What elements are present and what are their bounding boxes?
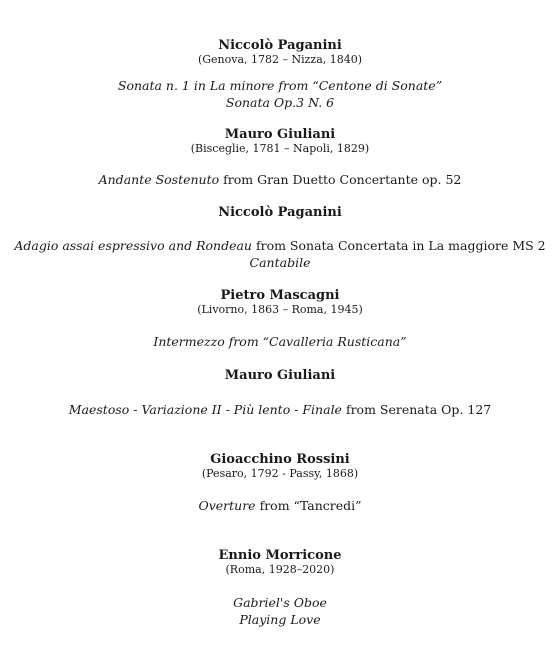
- work-segment: from Serenata Op. 127: [341, 402, 492, 417]
- composer-name: Niccolò Paganini: [218, 205, 342, 220]
- composer-name: Niccolò Paganini: [218, 38, 342, 53]
- composer-dates: (Pesaro, 1792 - Passy, 1868): [201, 467, 359, 480]
- work-segment: Cantabile: [249, 255, 311, 270]
- work-title: [0, 79, 560, 93]
- composer-name: Mauro Giuliani: [224, 127, 336, 142]
- work-title: [0, 613, 560, 627]
- work-segment: Sonata Op.3 N. 6: [225, 95, 335, 110]
- composer-dates: (Roma, 1928–2020): [225, 563, 335, 576]
- composer-dates: (Bisceglie, 1781 – Napoli, 1829): [190, 142, 370, 155]
- work-segment: Andante Sostenuto: [98, 172, 220, 187]
- composer-name: Mauro Giuliani: [224, 368, 336, 383]
- composer-name: Ennio Morricone: [218, 548, 342, 563]
- work-segment: Sonata n. 1 in La minore from “Centone di Sonate”: [117, 78, 443, 93]
- work-segment: from Sonata Concertata in La maggiore MS 2: [252, 238, 546, 253]
- composer-name: Pietro Mascagni: [220, 288, 340, 303]
- work-title: [0, 239, 560, 253]
- work-title: [0, 596, 560, 610]
- work-segment: Gabriel's Oboe: [233, 595, 327, 610]
- work-segment: Playing Love: [239, 612, 321, 627]
- work-title: [0, 96, 560, 110]
- work-title: [0, 173, 560, 187]
- composer-dates: (Livorno, 1863 – Roma, 1945): [197, 303, 363, 316]
- work-segment: Adagio assai espressivo and Rondeau: [14, 238, 252, 253]
- work-title: [0, 403, 560, 417]
- work-segment: Maestoso - Variazione II - Più lento - Finale: [68, 402, 342, 417]
- work-segment: Overture: [198, 498, 256, 513]
- work-segment: Intermezzo from “Cavalleria Rusticana”: [153, 334, 407, 349]
- work-segment: from “Tancredi”: [255, 498, 362, 513]
- work-title: [0, 499, 560, 513]
- work-segment: from Gran Duetto Concertante op. 52: [219, 172, 462, 187]
- work-title: [0, 256, 560, 270]
- composer-name: Gioacchino Rossini: [210, 452, 350, 467]
- work-title: [0, 335, 560, 349]
- composer-dates: (Genova, 1782 – Nizza, 1840): [197, 53, 363, 66]
